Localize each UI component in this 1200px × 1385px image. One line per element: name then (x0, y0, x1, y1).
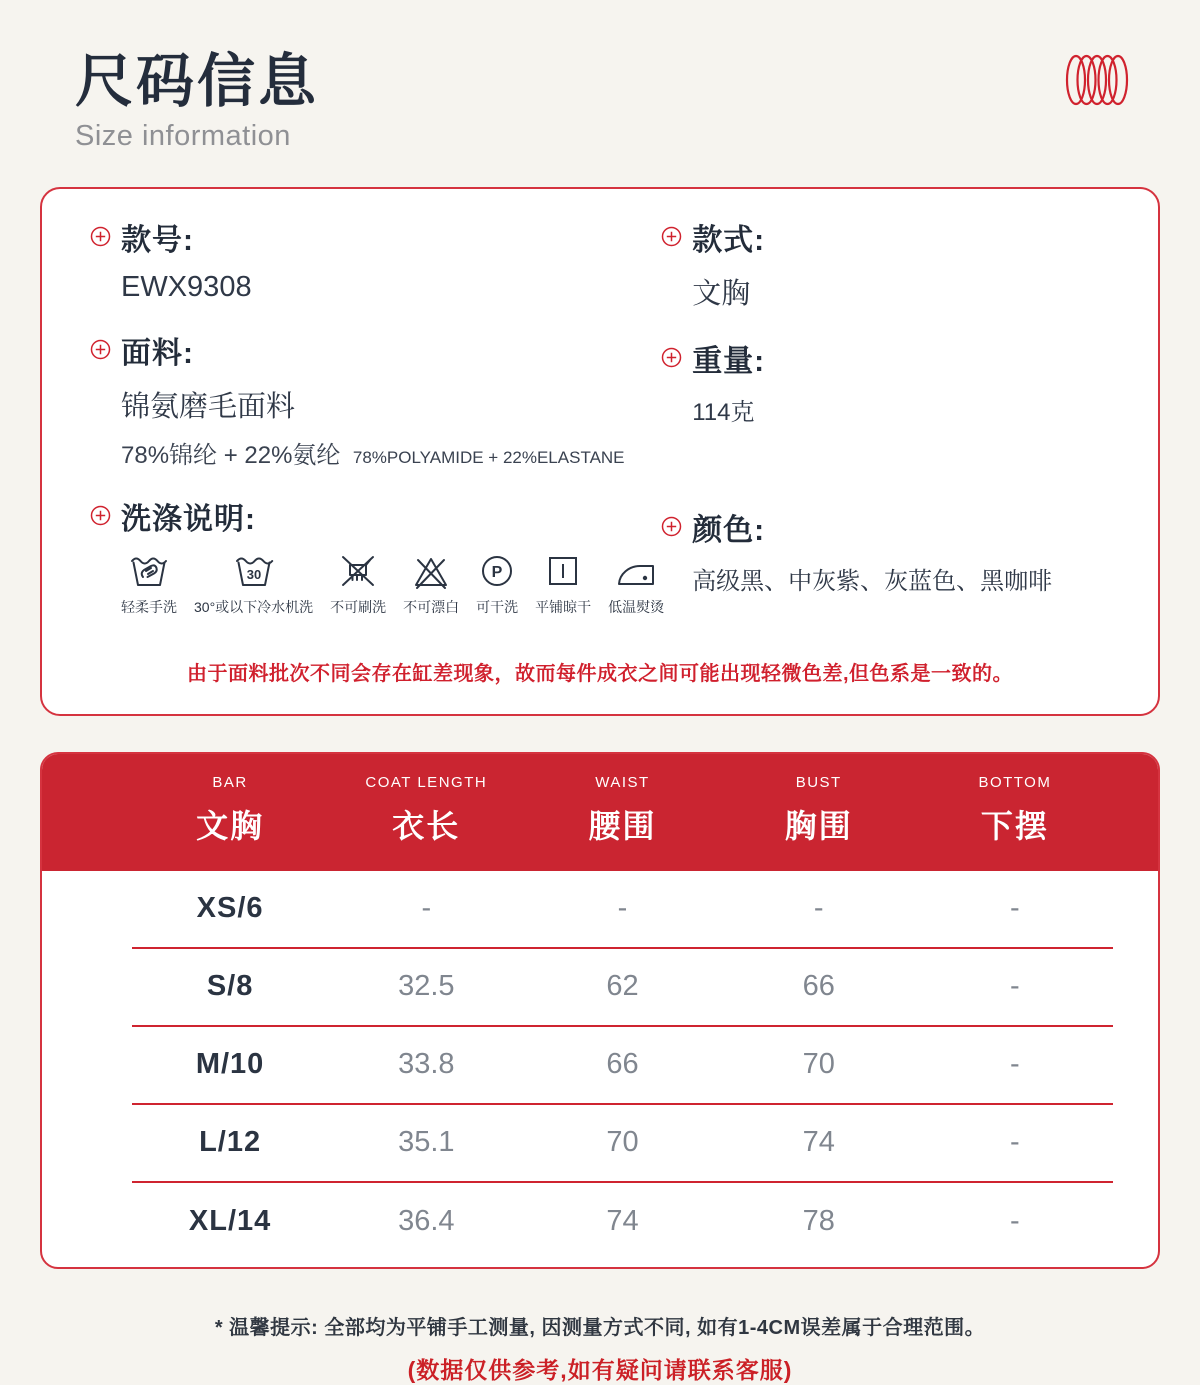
column-header (328, 774, 524, 847)
care-item (330, 552, 386, 617)
care-item (403, 552, 459, 617)
care-label: 不可漂白 (403, 598, 460, 615)
value-cell: 74 (802, 1126, 835, 1159)
table-row (132, 1027, 1113, 1105)
fabric-composition (121, 435, 661, 470)
value-cell: 35.1 (398, 1126, 455, 1159)
value-cell: - (1010, 970, 1020, 1003)
value-cell: 62 (606, 970, 639, 1003)
plus-circle-icon (90, 226, 111, 247)
wash-30-icon (233, 552, 275, 590)
value-cell: 33.8 (398, 1048, 455, 1081)
care-label: 不可刷洗 (330, 598, 387, 615)
column-header (132, 774, 328, 847)
care-item (194, 552, 313, 617)
column-header-en: BAR (212, 773, 248, 791)
fabric-value: 锦氨磨毛面料 (121, 390, 296, 423)
field-label: 款号: (121, 223, 194, 257)
reference-note: (数据仅供参考,如有疑问请联系客服) (407, 1356, 793, 1383)
size-cell: L/12 (199, 1126, 262, 1159)
column-header-en: WAIST (595, 773, 650, 791)
care-label: 低温熨烫 (608, 598, 665, 615)
dry-clean-icon (478, 552, 516, 590)
svg-text:30: 30 (246, 566, 261, 582)
field-colors (661, 505, 1110, 596)
plus-circle-icon (661, 347, 682, 368)
flat-dry-icon (544, 552, 582, 590)
value-cell: 70 (802, 1048, 835, 1081)
no-bleach-icon (411, 552, 451, 590)
care-item (608, 552, 664, 617)
dye-lot-note: 由于面料批次不同会存在缸差现象，故而每件成衣之间可能出现轻微色差,但色系是一致的。 (186, 662, 1014, 685)
table-row (132, 871, 1113, 949)
field-label: 面料: (121, 336, 194, 370)
size-table-body (42, 871, 1158, 1267)
column-header-zh: 下摆 (980, 807, 1049, 844)
table-row (132, 949, 1113, 1027)
value-cell: - (1010, 1048, 1020, 1081)
care-label: 平铺晾干 (535, 598, 592, 615)
coil-rings-logo-icon (1064, 52, 1130, 113)
value-cell: 70 (606, 1126, 639, 1159)
field-fabric (90, 328, 661, 470)
field-label: 重量: (692, 344, 766, 378)
column-header (524, 774, 720, 847)
care-label: 30°或以下冷水机洗 (194, 598, 314, 615)
hand-wash-icon (129, 552, 169, 590)
product-info-card (40, 187, 1160, 716)
column-header-en: BOTTOM (978, 773, 1052, 791)
field-weight (661, 336, 1110, 427)
value-cell: 32.5 (398, 970, 455, 1003)
table-row (132, 1183, 1113, 1261)
column-header-en: BUST (795, 773, 842, 791)
column-header-zh: 衣长 (392, 807, 461, 844)
no-scrub-icon (338, 552, 378, 590)
plus-circle-icon (90, 339, 111, 360)
plus-circle-icon (90, 505, 111, 526)
size-cell: XS/6 (196, 892, 264, 925)
column-header-zh: 胸围 (784, 807, 853, 844)
product-info-left-column (90, 215, 665, 641)
care-icons-row (121, 552, 665, 617)
plus-circle-icon (661, 516, 682, 537)
field-style-type (661, 215, 1110, 312)
field-label: 颜色: (692, 513, 766, 547)
care-item (476, 552, 518, 617)
care-item (535, 552, 591, 617)
value-cell: 74 (606, 1205, 639, 1238)
column-header (721, 774, 917, 847)
style-number-value: EWX9308 (121, 270, 252, 303)
page-header (0, 0, 1200, 153)
value-cell: - (1010, 1126, 1020, 1159)
size-cell: S/8 (206, 970, 254, 1003)
fabric-composition-en: 78%POLYAMIDE + 22%ELASTANE (352, 447, 625, 467)
field-care-instructions (90, 494, 665, 617)
fabric-composition-zh: 78%锦纶 + 22%氨纶 (121, 441, 341, 469)
colors-value: 高级黑、中灰紫、灰蓝色、黑咖啡 (692, 567, 1053, 595)
value-cell: - (421, 892, 432, 925)
value-cell: - (617, 892, 628, 925)
footer-notes (0, 1311, 1200, 1385)
size-table (40, 752, 1160, 1269)
value-cell: - (1010, 1205, 1020, 1238)
value-cell: 66 (606, 1048, 639, 1081)
value-cell: - (813, 892, 824, 925)
style-type-value: 文胸 (692, 277, 751, 310)
size-table-header (42, 754, 1158, 871)
value-cell: 66 (802, 970, 835, 1003)
size-cell: M/10 (195, 1048, 265, 1081)
page-subtitle: Size information (75, 119, 291, 152)
care-item (121, 552, 177, 617)
weight-value: 114克 (692, 398, 755, 426)
plus-circle-icon (661, 226, 682, 247)
field-style-number (90, 215, 661, 304)
value-cell: 36.4 (398, 1205, 455, 1238)
low-iron-icon (615, 552, 657, 590)
field-label: 洗涤说明: (121, 502, 256, 536)
value-cell: 78 (802, 1205, 835, 1238)
column-header-zh: 文胸 (196, 807, 265, 844)
care-label: 可干洗 (476, 598, 519, 615)
product-info-right-column (661, 215, 1110, 641)
table-row (132, 1105, 1113, 1183)
svg-text:P: P (491, 563, 503, 581)
size-cell: XL/14 (188, 1205, 272, 1238)
care-label: 轻柔手洗 (121, 598, 177, 615)
column-header-en: COAT LENGTH (365, 773, 488, 791)
field-label: 款式: (692, 223, 766, 257)
value-cell: - (1010, 892, 1020, 925)
page-title: 尺码信息 (75, 49, 320, 114)
measurement-tip: * 温馨提示: 全部均为平铺手工测量, 因测量方式不同, 如有1-4CM误差属于合理范围。 (214, 1316, 986, 1339)
column-header (917, 774, 1113, 847)
column-header-zh: 腰围 (588, 807, 657, 844)
